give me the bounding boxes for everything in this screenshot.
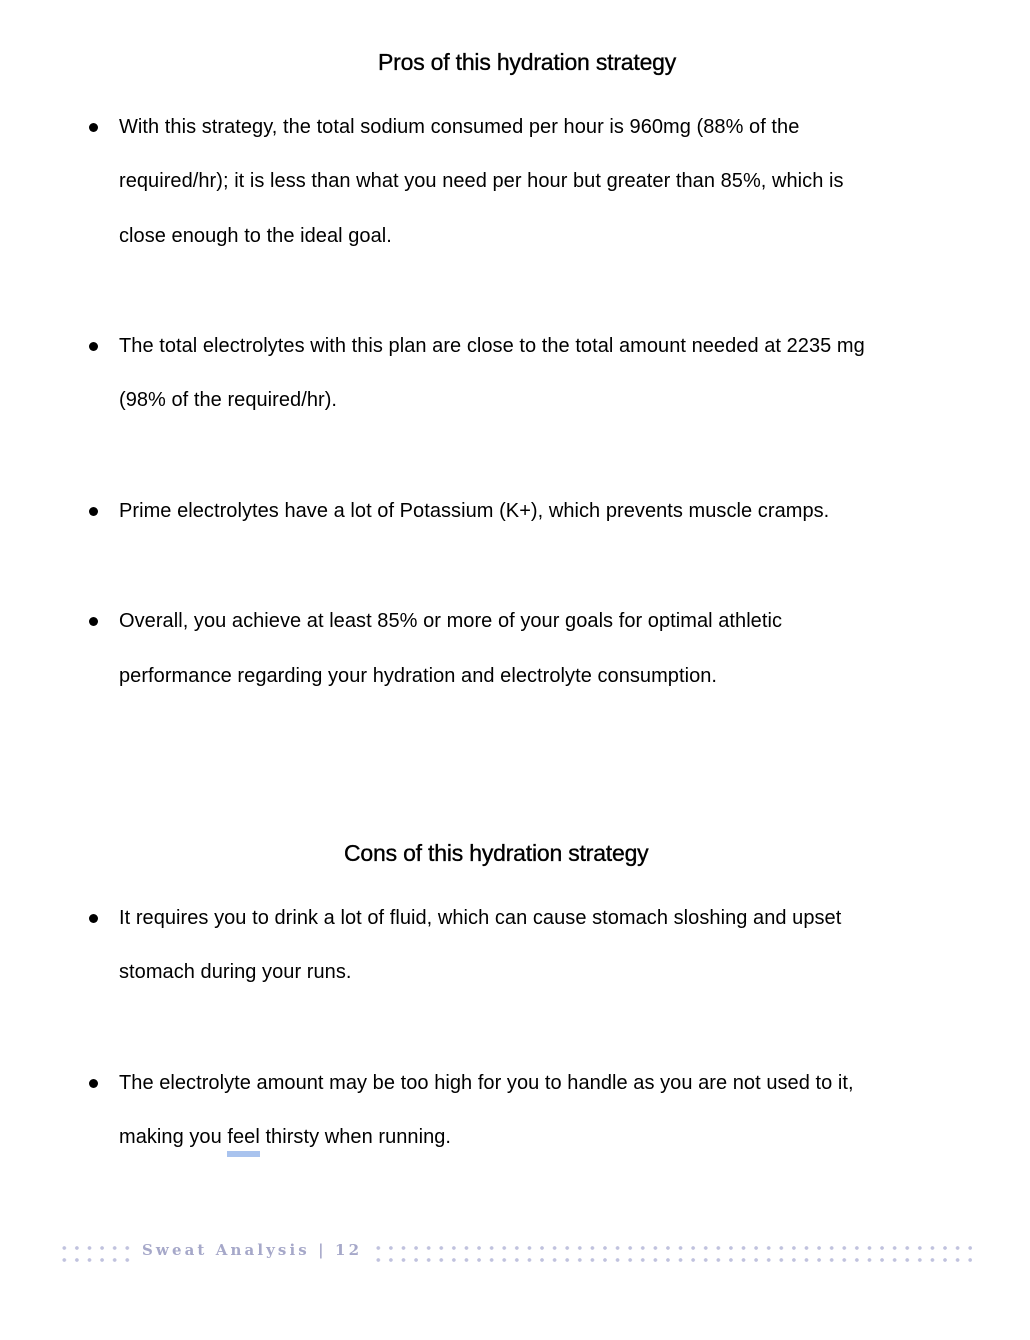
list-item-line: (98% of the required/hr). <box>119 389 338 411</box>
list-item-line: The total electrolytes with this plan are close to the total amount needed at 2235 mg <box>119 335 865 357</box>
list-item-line: Overall, you achieve at least 85% or more of your goals for optimal athletic <box>119 610 783 632</box>
spellcheck-highlight[interactable]: feel <box>227 1123 259 1151</box>
footer-dot-pattern-left <box>58 1242 134 1264</box>
footer-dot-pattern-right <box>372 1242 972 1264</box>
list-item-line: required/hr); it is less than what you need per hour but greater than 85%, which is <box>119 170 844 192</box>
list-item-line: It requires you to drink a lot of fluid, which can cause stomach sloshing and upset <box>119 907 842 929</box>
footer-document-title: Sweat Analysis <box>142 1241 310 1259</box>
bullet-icon <box>89 507 98 516</box>
bullet-icon <box>89 1079 98 1088</box>
list-item-line: close enough to the ideal goal. <box>119 225 392 247</box>
text-segment: thirsty when running. <box>259 1126 452 1148</box>
list-item-line: performance regarding your hydration and electrolyte consumption. <box>119 665 718 687</box>
list-item-line: The electrolyte amount may be too high for you to handle as you are not used to it, <box>119 1072 854 1094</box>
bullet-icon <box>89 914 98 923</box>
list-item-line: Prime electrolytes have a lot of Potassium (K+), which prevents muscle cramps. <box>119 500 830 522</box>
bullet-icon <box>89 617 98 626</box>
pros-heading: Pros of this hydration strategy <box>378 49 677 75</box>
page-number: 12 <box>335 1241 363 1259</box>
list-item-line <box>119 1123 451 1151</box>
bullet-icon <box>89 123 98 132</box>
list-item-line: With this strategy, the total sodium consumed per hour is 960mg (88% of the <box>119 116 800 138</box>
cons-heading: Cons of this hydration strategy <box>344 840 649 866</box>
footer-separator: | <box>318 1241 327 1259</box>
page-footer <box>58 1238 968 1268</box>
list-item-line: stomach during your runs. <box>119 961 352 983</box>
footer-label <box>142 1241 362 1259</box>
text-segment: making you <box>119 1126 228 1148</box>
bullet-icon <box>89 342 98 351</box>
